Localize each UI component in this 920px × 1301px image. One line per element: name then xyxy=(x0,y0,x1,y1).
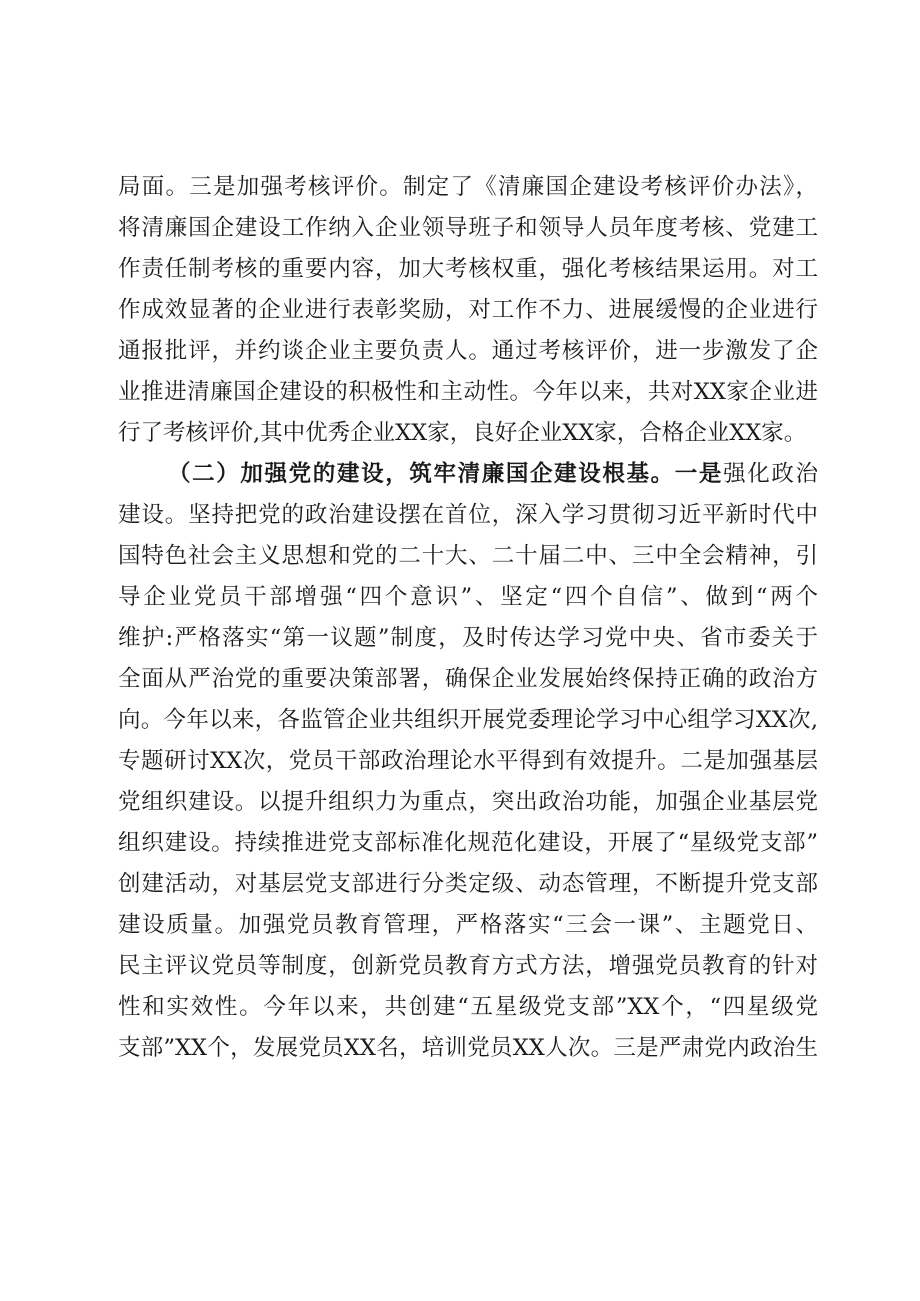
text-line: 性和实效性。今年以来，共创建“五星级党支部”XX个，“四星级党 xyxy=(118,994,818,1020)
text-line: 作成效显著的企业进行表彰奖励，对工作不力、进展缓慢的企业进行 xyxy=(118,297,818,323)
text-line: 业推进清廉国企建设的积极性和主动性。今年以来，共对XX家企业进 xyxy=(118,379,818,405)
section-heading-line xyxy=(118,454,818,495)
text-line: 全面从严治党的重要决策部署，确保企业发展始终保持正确的政治方 xyxy=(118,666,818,692)
text-line: 建设。坚持把党的政治建设摆在首位，深入学习贯彻习近平新时代中 xyxy=(118,502,818,528)
section-heading: （二）加强党的建设，筑牢清廉国企建设根基。一是 xyxy=(168,461,724,487)
text-line: 将清廉国企建设工作纳入企业领导班子和领导人员年度考核、党建工 xyxy=(118,215,818,241)
text-line: 创建活动，对基层党支部进行分类定级、动态管理，不断提升党支部 xyxy=(118,871,818,897)
text-line: 组织建设。持续推进党支部标准化规范化建设，开展了“星级党支部” xyxy=(118,830,818,856)
text-line: 通报批评，并约谈企业主要负责人。通过考核评价，进一步激发了企 xyxy=(118,338,818,364)
text-line: 导企业党员干部增强“四个意识”、坚定“四个自信”、做到“两个 xyxy=(118,584,818,610)
text-line: 向。今年以来，各监管企业共组织开展党委理论学习中心组学习XX次, xyxy=(118,707,818,733)
text-line: 维护:严格落实“第一议题”制度，及时传达学习党中央、省市委关于 xyxy=(118,625,818,651)
text-line: 建设质量。加强党员教育管理，严格落实“三会一课”、主题党日、 xyxy=(118,912,818,938)
text-line: 局面。三是加强考核评价。制定了《清廉国企建设考核评价办法》， xyxy=(118,174,818,200)
section-heading-continuation: 强化政治 xyxy=(723,461,818,487)
text-line: 民主评议党员等制度，创新党员教育方式方法，增强党员教育的针对 xyxy=(118,953,818,979)
text-line: 行了考核评价,其中优秀企业XX家，良好企业XX家，合格企业XX家。 xyxy=(118,420,807,446)
text-line: 党组织建设。以提升组织力为重点，突出政治功能，加强企业基层党 xyxy=(118,789,818,815)
text-line: 作责任制考核的重要内容，加大考核权重，强化考核结果运用。对工 xyxy=(118,256,818,282)
text-line: 国特色社会主义思想和党的二十大、二十届二中、三中全会精神，引 xyxy=(118,543,818,569)
document-body xyxy=(118,167,818,1069)
text-line: 支部”XX个，发展党员XX名，培训党员XX人次。三是严肃党内政治生 xyxy=(118,1035,818,1061)
text-line: 专题研讨XX次，党员干部政治理论水平得到有效提升。二是加强基层 xyxy=(118,748,818,774)
